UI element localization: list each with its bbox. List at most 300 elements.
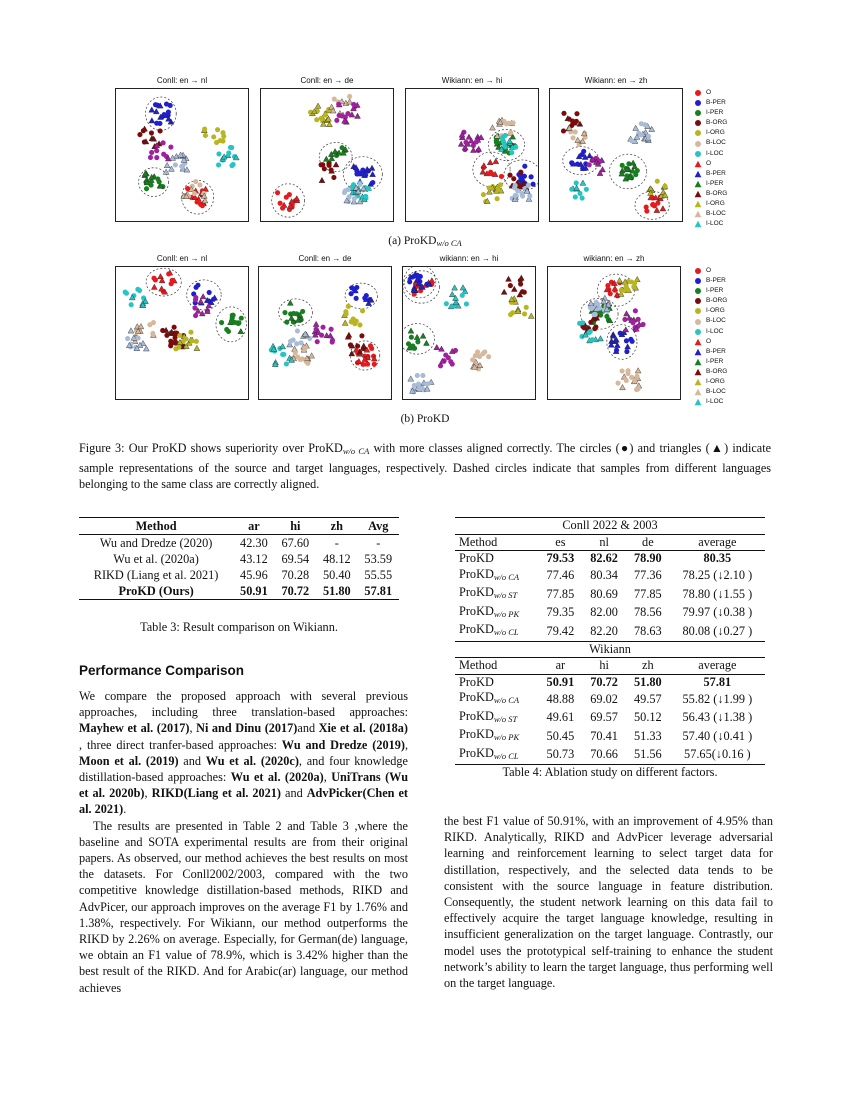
target-point [198, 299, 204, 304]
source-point [635, 386, 640, 391]
source-point [574, 111, 579, 116]
source-point [570, 119, 575, 124]
source-point [526, 183, 531, 188]
source-point [522, 174, 527, 179]
table-cell: 49.61 [546, 710, 575, 724]
table-row [455, 604, 765, 623]
table-row [455, 585, 765, 604]
source-point [288, 311, 293, 316]
source-point [340, 145, 345, 150]
table-cell: ProKD$_{w/o ST}$ [459, 585, 518, 600]
source-point [561, 128, 566, 133]
source-point [150, 331, 155, 336]
source-point [415, 373, 420, 378]
table-4-wiki-title: Wikiann [589, 641, 631, 656]
target-point [332, 148, 338, 153]
scatter-panel-a4 [549, 88, 683, 222]
right-column-text [444, 813, 773, 991]
table-cell: - [376, 536, 381, 550]
legend-circle-marker [695, 298, 701, 304]
source-point [615, 380, 620, 385]
source-point [357, 182, 362, 187]
source-point [192, 191, 197, 196]
table-cell: 50.45 [546, 728, 575, 743]
scatter-panel-a1 [115, 88, 249, 222]
source-point [508, 130, 513, 135]
legend-item [694, 209, 754, 219]
target-point [151, 284, 157, 289]
table-cell: 80.35 [703, 551, 732, 565]
source-point [193, 179, 198, 184]
source-point [216, 162, 221, 167]
legend-label: B-LOC [706, 210, 726, 218]
legend-item [694, 199, 754, 209]
target-point [620, 385, 626, 390]
source-point [347, 94, 352, 99]
table-cell: ProKD [459, 551, 494, 565]
source-point [135, 287, 140, 292]
source-point [574, 180, 579, 185]
table-cell: RIKD (Liang et al. 2021) [93, 568, 219, 582]
table-cell: ProKD$_{w/o CL}$ [459, 745, 519, 761]
source-point [420, 373, 425, 378]
source-point [570, 135, 575, 140]
target-point [501, 289, 507, 294]
table-cell: 42.30 [240, 536, 268, 550]
source-point [444, 301, 449, 306]
legend-item [694, 387, 754, 397]
legend-circle-marker [695, 268, 701, 274]
source-point [197, 182, 202, 187]
target-point [346, 332, 352, 337]
source-point [531, 182, 536, 187]
source-point [218, 138, 223, 143]
table-cell: ProKD$_{w/o CA}$ [459, 566, 520, 582]
table-cell: 50.40 [322, 568, 351, 582]
source-point [295, 328, 300, 333]
source-point [293, 350, 298, 355]
table-4-wiki-header-row [455, 658, 765, 675]
source-point [359, 333, 364, 338]
source-point [281, 352, 286, 357]
table-cell: 70.28 [281, 568, 310, 582]
table-cell: - [334, 536, 339, 550]
source-point [148, 155, 153, 160]
source-point [315, 339, 320, 344]
source-point [355, 170, 360, 175]
table-cell: 78.56 [634, 605, 662, 619]
source-point [438, 363, 443, 368]
source-point [460, 293, 465, 298]
source-point [154, 121, 159, 126]
source-point [624, 338, 629, 343]
source-point [168, 343, 173, 348]
table-row [79, 551, 399, 567]
target-point [355, 113, 361, 118]
target-point [439, 346, 445, 351]
source-point [499, 174, 504, 179]
source-point [360, 308, 365, 313]
source-point [347, 194, 352, 199]
source-point [166, 271, 171, 276]
table-cell: 80.69 [590, 586, 618, 601]
legend-label: B-PER [706, 277, 726, 285]
legend-label: I-LOC [706, 398, 724, 406]
source-point [137, 132, 142, 137]
table-3-header: ar [248, 519, 260, 533]
target-point [623, 327, 629, 332]
legend-triangle-marker [695, 339, 702, 345]
table-cell: ProKD$_{w/o ST}$ [459, 708, 518, 724]
table-cell: ProKD$_{w/o CA}$ [459, 690, 520, 705]
source-point [215, 127, 220, 132]
source-point [511, 120, 516, 125]
table-cell: 82.00 [590, 605, 618, 619]
legend-label: O [706, 89, 712, 96]
source-point [487, 185, 492, 190]
panel-a1-title: Conll: en → nl [156, 76, 208, 85]
target-point [149, 107, 155, 112]
table-cell: 55.82 (↓1.99 ) [682, 691, 753, 706]
source-point [640, 322, 645, 327]
source-point [639, 132, 644, 137]
legend-circle-marker [695, 130, 701, 136]
legend-item [694, 316, 754, 326]
source-point [302, 346, 307, 351]
source-point [158, 128, 163, 133]
source-point [464, 301, 469, 306]
source-point [522, 311, 527, 316]
scatter-panel-a3 [405, 88, 539, 222]
subcaption-b: (b) ProKD [400, 413, 450, 425]
target-point [598, 336, 604, 341]
table-cell: 77.85 [546, 586, 575, 601]
table-4 [455, 517, 765, 765]
source-point [519, 191, 524, 196]
table-cell: 43.12 [240, 552, 268, 566]
source-point [348, 342, 353, 347]
legend-item [694, 276, 754, 286]
figure-caption: Figure 3: Our ProKD shows superiority over ProKD$_{w/o CA}$ with more classes aligned correctly. The circles (●) and triangles (▲) indicate sample representations of the source and target languages, respectively. Dashed circles indicate that samples from different languages belonging to the same class are correctly aligned. [79, 441, 771, 491]
source-point [346, 304, 351, 309]
source-point [522, 164, 527, 169]
target-point [342, 320, 348, 325]
legend-circle-marker [695, 90, 701, 96]
table-cell: 53.59 [364, 552, 393, 566]
legend-item [694, 327, 754, 337]
source-point [336, 102, 341, 107]
legend-item [694, 118, 754, 128]
table-3-header: Method [135, 519, 177, 533]
legend-label: I-LOC [706, 220, 724, 228]
legend-circle-marker [695, 319, 701, 325]
source-point [363, 194, 368, 199]
table-row [79, 535, 399, 552]
target-point [315, 103, 321, 108]
table-row [79, 583, 399, 600]
source-point [495, 187, 500, 192]
scatter-panel-b1 [115, 266, 249, 400]
legend-item [694, 377, 754, 387]
source-point [580, 166, 585, 171]
target-point [460, 285, 466, 290]
legend-label: B-LOC [706, 139, 726, 147]
target-point [361, 343, 367, 348]
source-point [327, 163, 332, 168]
legend-label: I-LOC [706, 327, 724, 335]
table-3-header-row [79, 518, 399, 535]
table-cell: ProKD$_{w/o PK}$ [459, 727, 520, 742]
source-point [351, 102, 356, 107]
source-point [511, 176, 516, 181]
scatter-panel-b3 [402, 266, 536, 400]
scatter-panel-b4 [547, 266, 681, 400]
table-cell: 50.12 [634, 710, 662, 724]
legend-label: I-LOC [706, 149, 724, 157]
legend-circle-marker [695, 278, 701, 284]
source-point [561, 111, 566, 116]
source-point [173, 162, 178, 167]
table-4-caption: Table 4: Ablation study on different factors. [502, 765, 718, 779]
source-point [221, 134, 226, 139]
legend-label: B-LOC [706, 317, 726, 325]
legend-label: O [706, 267, 712, 274]
source-point [124, 291, 129, 296]
table-4-header: Method [459, 534, 498, 549]
source-point [580, 152, 585, 157]
source-point [172, 325, 177, 330]
source-point [614, 348, 619, 353]
source-point [193, 297, 198, 302]
target-point [574, 185, 580, 190]
source-point [446, 355, 451, 360]
legend-label: B-ORG [706, 119, 728, 127]
source-point [275, 190, 280, 195]
source-point [363, 173, 368, 178]
target-point [414, 334, 420, 339]
target-point [452, 285, 458, 290]
source-point [207, 290, 212, 295]
source-point [294, 341, 299, 346]
source-point [278, 201, 283, 206]
source-point [474, 139, 479, 144]
legend-item [694, 219, 754, 229]
source-point [320, 325, 325, 330]
source-point [486, 354, 491, 359]
target-point [309, 353, 315, 358]
table-4-header: es [555, 534, 566, 549]
source-point [298, 357, 303, 362]
table-cell: 79.97 (↓0.38 ) [682, 605, 753, 619]
legend-label: B-PER [706, 99, 726, 107]
legend-label: I-ORG [706, 307, 725, 315]
target-point [200, 294, 206, 299]
legend-circle-marker [695, 141, 701, 147]
source-point [495, 196, 500, 201]
table-cell: 55.55 [364, 568, 393, 582]
target-point [506, 276, 512, 281]
table-cell: 57.40 (↓0.41 ) [682, 728, 753, 743]
scatter-panel-a2 [260, 88, 394, 222]
legend-label: I-PER [706, 357, 724, 365]
legend-label: B-ORG [706, 297, 728, 305]
source-point [369, 346, 374, 351]
table-cell: Wu and Dredze (2020) [99, 536, 213, 550]
source-point [319, 333, 324, 338]
source-point [508, 283, 513, 288]
source-point [195, 199, 200, 204]
table-4-header: average [698, 534, 737, 549]
source-point [288, 339, 293, 344]
source-point [157, 179, 162, 184]
source-point [149, 150, 154, 155]
legend-item [694, 397, 754, 407]
source-point [322, 166, 327, 171]
table-row [455, 622, 765, 641]
source-point [177, 333, 182, 338]
source-point [593, 324, 598, 329]
source-point [284, 361, 289, 366]
source-point [189, 338, 194, 343]
legend-triangle-marker [695, 181, 702, 187]
source-point [164, 102, 169, 107]
legend-label: I-ORG [706, 378, 725, 386]
target-point [159, 286, 165, 291]
target-point [423, 340, 429, 345]
source-point [619, 287, 624, 292]
legend-circle-marker [695, 308, 701, 314]
table-cell: 48.88 [546, 691, 575, 706]
legend-item [694, 108, 754, 118]
source-point [349, 319, 354, 324]
target-point [408, 328, 414, 333]
target-point [458, 141, 464, 146]
target-point [624, 311, 630, 316]
source-point [355, 344, 360, 349]
table-4-header: de [642, 534, 654, 549]
table-3-caption: Table 3: Result comparison on Wikiann. [140, 620, 338, 634]
source-point [513, 193, 518, 198]
legend-item [694, 179, 754, 189]
source-point [632, 378, 637, 383]
table-4-header: Method [459, 658, 498, 672]
table-cell: 45.96 [240, 568, 268, 582]
source-point [125, 336, 130, 341]
source-point [635, 168, 640, 173]
alignment-circle [272, 184, 305, 217]
source-point [161, 152, 166, 157]
target-point [633, 125, 639, 130]
target-point [449, 291, 455, 296]
left-column-text [79, 688, 408, 996]
legend-circle-marker [695, 151, 701, 157]
table-cell: 57.81 [364, 584, 393, 598]
source-point [642, 122, 647, 127]
legend-circle-marker [695, 288, 701, 294]
table-cell: 51.80 [634, 674, 662, 689]
source-point [594, 300, 599, 305]
subcaption-a: (a) ProKD$_{w/o CA}$ [388, 235, 462, 248]
source-point [129, 302, 134, 307]
source-point [219, 320, 224, 325]
source-point [482, 349, 487, 354]
source-point [588, 320, 593, 325]
source-point [489, 171, 494, 176]
source-point [164, 333, 169, 338]
legend-label: B-PER [706, 347, 726, 355]
source-point [200, 203, 205, 208]
source-point [226, 150, 231, 155]
source-point [406, 341, 411, 346]
source-point [593, 312, 598, 317]
target-point [635, 368, 641, 373]
source-point [587, 162, 592, 167]
source-point [183, 336, 188, 341]
target-point [587, 153, 593, 158]
source-point [349, 285, 354, 290]
legend-item [694, 98, 754, 108]
source-point [633, 308, 638, 313]
table-cell: 51.80 [322, 584, 351, 598]
legend-item [694, 88, 754, 98]
source-point [650, 202, 655, 207]
target-point [149, 118, 155, 123]
source-point [349, 291, 354, 296]
source-point [470, 357, 475, 362]
source-point [343, 188, 348, 193]
table-cell: 69.54 [281, 552, 310, 566]
table-cell: Wu et al. (2020a) [113, 552, 199, 566]
table-cell: 70.66 [590, 747, 618, 761]
source-point [314, 117, 319, 122]
source-point [573, 129, 578, 134]
legend-triangle-marker [695, 379, 702, 385]
legend-item [694, 189, 754, 199]
source-point [569, 187, 574, 192]
source-point [280, 206, 285, 211]
table-cell: 57.81 [703, 674, 732, 689]
table-cell: ProKD$_{w/o PK}$ [459, 603, 520, 619]
source-point [510, 310, 515, 315]
table-cell: 70.72 [590, 674, 618, 689]
table-cell: 78.80 (↓1.55 ) [682, 586, 753, 601]
target-point [333, 162, 339, 167]
source-point [299, 340, 304, 345]
source-point [228, 145, 233, 150]
paragraph-2: The results are presented in Table 2 and Table 3 ,where the baseline and SOTA experimental results are from their original papers. As observed, our method achieves the best results on most the datasets. For Conll2002/2003, compared with the two competitive knowledge distillation-based methods, RIKD and AdvPicer, our approach improves on the average F1 by 1.76% and 1.38%, respectively. For Wikiann, our method outperforms the RIKD by 2.26% on average. Especially, for German(de) language, we obtain an F1 value of 78.9%, which is 3.42% higher than the best result of the RIKD. And for Arabic(ar) language, our method achieves [79, 818, 408, 995]
source-point [352, 196, 357, 201]
target-point [481, 163, 487, 168]
target-point [313, 321, 319, 326]
table-row [455, 551, 765, 567]
table-cell: 50.73 [546, 747, 575, 761]
panel-b3-title: wikiann: en → hi [439, 254, 499, 263]
table-cell: 78.63 [634, 623, 662, 638]
source-point [494, 140, 499, 145]
legend-triangle-marker [695, 399, 702, 405]
source-point [509, 150, 514, 155]
source-point [415, 339, 420, 344]
source-point [527, 193, 532, 198]
source-point [344, 311, 349, 316]
table-cell: 82.62 [590, 551, 618, 565]
source-point [330, 340, 335, 345]
target-point [319, 177, 325, 182]
table-3-header: zh [330, 519, 343, 533]
legend-item [694, 306, 754, 316]
source-point [644, 204, 649, 209]
source-point [354, 319, 359, 324]
